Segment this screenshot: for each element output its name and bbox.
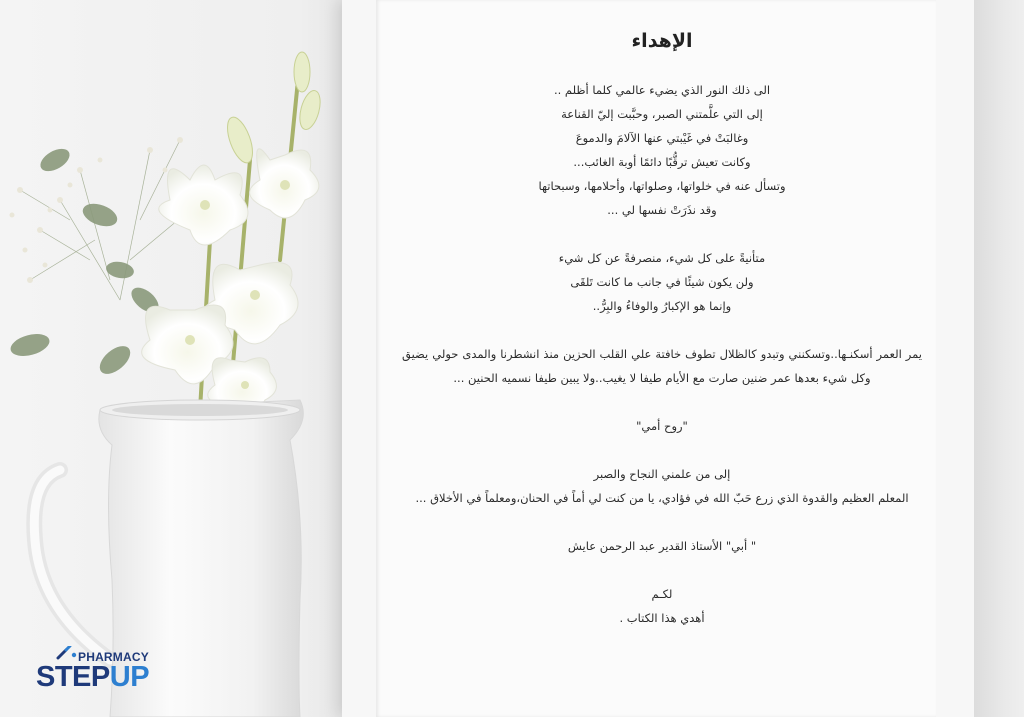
pill-icon [56,646,78,662]
wall-right [974,0,1024,717]
closing-line: أهدي هذا الكتاب . [619,611,705,625]
father-paragraph: المعلم العظيم والقدوة الذي زرع حَبّ الله في فؤادي، يا من كنت لي أماً في الحنان،ومعلماً في الأخلاق ... [415,491,909,505]
stanza-line: وإنما هو الإكبارُ والوفاءُ والبِرُّ.. [592,299,732,313]
page-title: الإهداء [631,30,693,52]
pharmacy-stepup-logo [36,650,166,700]
stanza-line: وكانت تعيش ترقُّبًا دائمًا أوبة الغائب... [573,155,751,169]
stanza-line: إلى التي علَّمتني الصبر، وحبَّبت إليّ القناعة [561,107,763,121]
logo-wordmark [36,662,149,692]
flower-vase-illustration [0,0,345,717]
stanza-line: متأنيةً على كل شيء، منصرفةً عن كل شيء [558,251,766,265]
eucalyptus-leaves [8,144,163,379]
dedication-page [392,26,932,630]
stanza-line: الى ذلك النور الذي يضيء عالمي كلما أظلم .. [553,83,771,97]
stanza-line: إلى من علمني النجاح والصبر [593,467,731,481]
stanza-2 [392,246,932,318]
father-quote: " أبي" الأستاذ القدير عبد الرحمن عايش [567,539,757,553]
mother-paragraph: يمر العمر أسكنـها..وتسكنني وتبدو كالظلال تطوف خافتة علي القلب الحزين منذ انشطرنا والمدى حولي يضيق وكل شيء بعدها عمر ضنين صارت مع الأيام طيفا لا يغيب..ولا يبين طيفا نسميه الحنين ... [402,347,922,385]
logo-step-text: STEP [36,661,110,693]
white-blossoms [142,149,319,415]
stanza-line: وقد نذَرَتْ نفسها لي ... [607,203,717,217]
logo-top-text: PHARMACY [78,650,149,664]
mother-quote: "روح أمي" [636,419,688,433]
closing-line: لكـم [651,587,673,601]
stanza-line: ولن يكون شيئًا في جانب ما كانت تَلقَى [570,275,754,289]
stanza-line: وتسأل عنه في خلواتها، وصلواتها، وأحلامها، وسبحاتها [538,179,786,193]
stanza-line: وغالبَتْ في غَيْبتي عنها الآلامَ والدموعَ [575,131,749,145]
flower-buds [222,52,323,166]
stanza-1 [392,78,932,222]
logo-up-text: UP [109,661,150,693]
